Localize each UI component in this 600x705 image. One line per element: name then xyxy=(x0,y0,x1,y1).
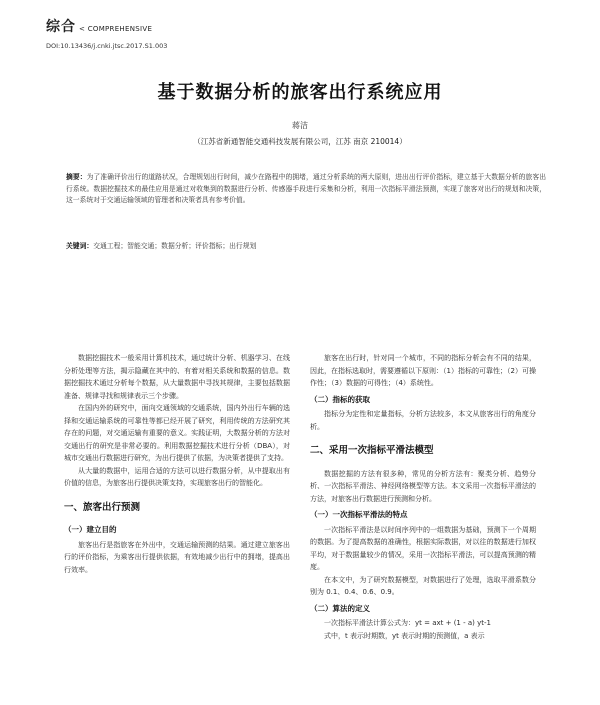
section-name-cn: 综合 xyxy=(46,19,76,35)
abstract xyxy=(66,172,546,207)
abstract-text: 为了准确评价出行的道路状况，合理规划出行时间，减少在路程中的拥堵，通过分析系统的两大原则，进出出行评价指标，建立基于大数据分析的旅客出行系统。数据挖掘技术的最佳应用是通过对收集到的数据进行分析、传感器手段进行采集和分析，利用一次指标平滑法预测，实现了旅客对出行的规划和决策，这一系统对于交通运输领域的管理者和决策者具有参考价值。 xyxy=(66,173,547,204)
doi-line[interactable]: DOI:10.13436/j.cnki.jtsc.2017.S1.003 xyxy=(46,42,168,50)
paper-title: 基于数据分析的旅客出行系统应用 xyxy=(157,82,443,103)
subsection-heading: （一）建立目的 xyxy=(64,525,117,534)
paragraph: 从大量的数据中，运用合适的方法可以进行数据分析，从中提取出有价值的信息，为旅客出行提供决策支持，实现旅客出行的智能化。 xyxy=(64,466,290,487)
author-affiliation: （江苏省新通智能交通科技发展有限公司，江苏 南京 210014） xyxy=(193,137,407,146)
paragraph: 旅客在出行时，针对同一个城市，不同的指标分析会有不同的结果，因此，在指标选取时，需要遵循以下原则：（1）指标的可靠性；（2）可操作性；（3）数据的可得性；（4）系统性。 xyxy=(310,354,536,387)
paragraph: 在本文中，为了研究数据模型，对数据进行了处理，选取平滑系数分别为 0.1、0.4、0.6、0.9。 xyxy=(310,575,536,596)
paragraph: 一次指标平滑法是以时间序列中的一组数据为基础，预测下一个周期的数据。为了提高数据的准确性，根据实际数据，对以往的数据进行加权平均，对于数据量较少的情况，采用一次指标平滑法，可以提高预测的精度。 xyxy=(310,525,536,571)
paragraph: 旅客出行是指旅客在外出中，交通运输预测的结果。通过建立旅客出行的评价指标，为乘客出行提供依据，有效地减少出行中的拥堵，提高出行效率。 xyxy=(64,540,290,574)
paragraph: 一次指标平滑法计算公式为：yt = axt + (1 - a) yt-1 xyxy=(324,619,491,627)
keywords-text: 交通工程；智能交通；数据分析；评价指标；出行规划 xyxy=(93,242,257,250)
paragraph: 在国内外的研究中，面向交通领域的交通系统，国内外出行车辆的选择和交通运输系统的可靠性等都已经开展了研究，利用传统的方法研究其存在的问题，对交通运输有重要的意义。实践证明，大数据分析的方法对交通出行的研究是非常必要的。利用数据挖掘技术进行分析（DBA），对城市交通出行数据进行研究，为出行提供了依据，为决策者提供了支持。 xyxy=(64,404,290,462)
paragraph: 式中，t 表示时期数，yt 表示时期的预测值，a 表示 xyxy=(324,631,485,640)
section-heading: 二、采用一次指标平滑法模型 xyxy=(310,445,434,456)
author-name: 蒋洁 xyxy=(292,121,308,130)
section-name-en: < COMPREHENSIVE xyxy=(79,25,153,33)
body-column-right xyxy=(310,352,536,642)
journal-header xyxy=(46,16,152,36)
keywords-label: 关键词： xyxy=(66,242,94,250)
subsection-heading: （一）一次指标平滑法的特点 xyxy=(310,510,408,519)
abstract-label: 摘要： xyxy=(66,173,87,181)
section-heading: 一、旅客出行预测 xyxy=(64,501,141,513)
paragraph: 数据挖掘的方法有很多种，常见的分析方法有：聚类分析、趋势分析、一次指标平滑法、神经网络模型等方法。本文采用一次指标平滑法的方法，对旅客出行数据进行预测和分析。 xyxy=(310,469,536,503)
subsection-heading: （二）指标的获取 xyxy=(310,394,370,404)
body-column-left xyxy=(64,352,290,576)
keywords xyxy=(66,240,546,250)
subsection-heading: （二）算法的定义 xyxy=(310,603,370,613)
paragraph: 数据挖掘技术一般采用计算机技术，通过统计分析、机器学习、在线分析处理等方法，揭示隐藏在其中的、有着对相关系统和数据的信息。数据挖掘技术通过分析每个数据，从大量数据中寻找其规律，主要包括数据准备、规律寻找和规律表示三个步骤。 xyxy=(64,354,290,400)
paragraph: 指标分为定性和定量指标，分析方法较多，本文从旅客出行的角度分析。 xyxy=(310,410,536,431)
